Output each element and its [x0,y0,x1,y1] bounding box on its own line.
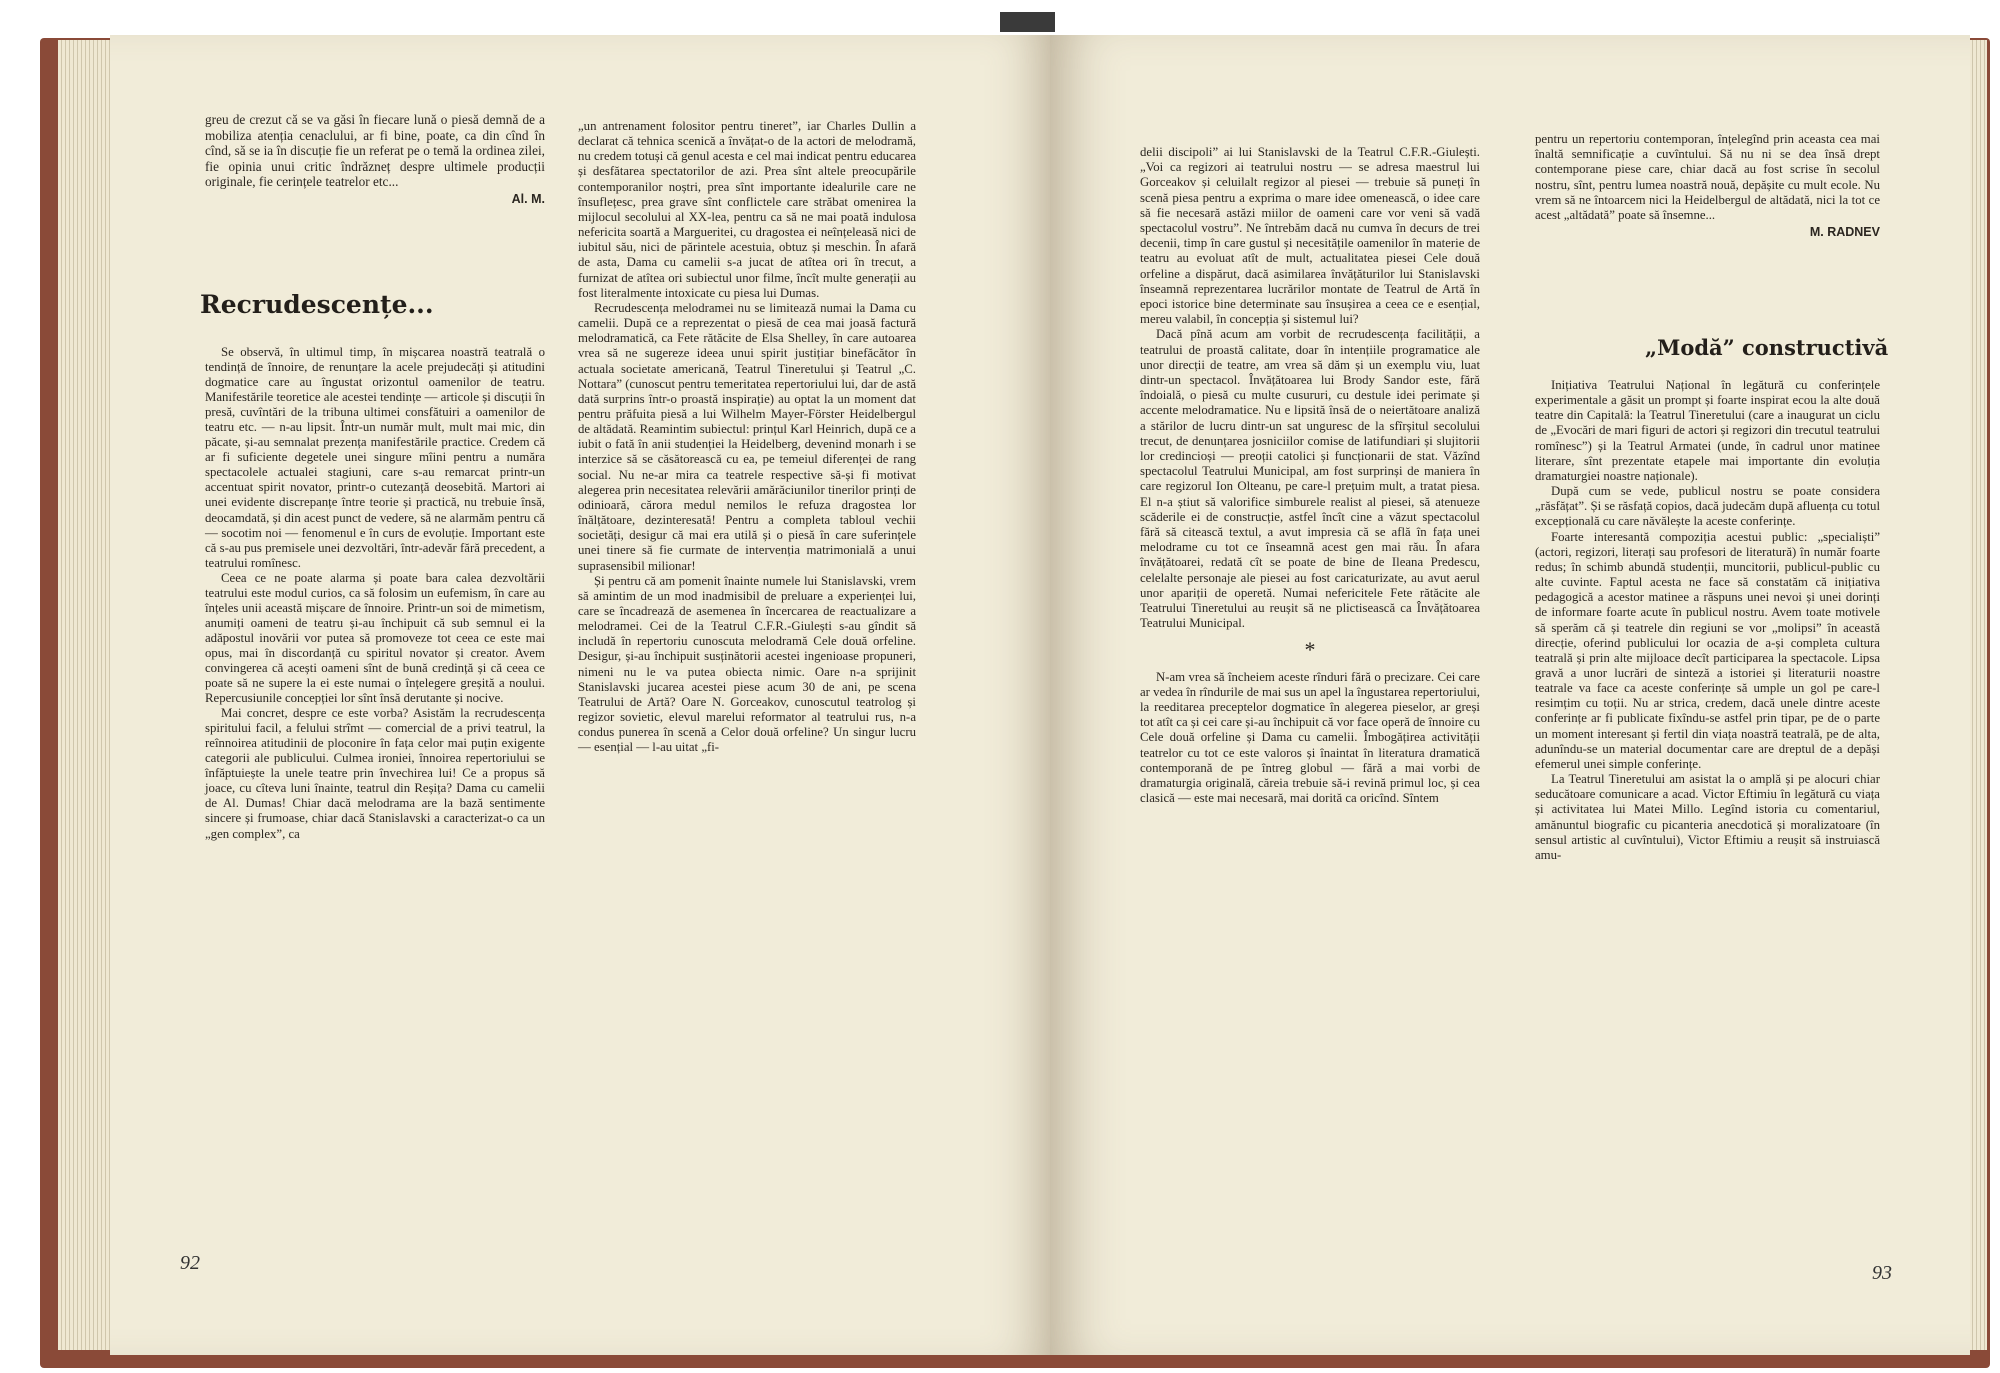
paragraph: Și pentru că am pomenit înainte numele lui Stanislavski, vrem să amintim de un mod inadmisibil de preluare a experienței lui, care se încadrează de asemenea în încercarea de reactualizare a melodramei. Cei de la Teatrul C.F.R.-Giulești s-au gîndit să includă în repertoriu cunoscuta melodramă Cele două orfeline. Desigur, și-au închipuit susținătorii acestei ingenioase propuneri, nimeni nu le va putea obiecta nimic. Oare n-a sprijinit Stanislavski jucarea acestei piese acum 30 de ani, pe scena Teatrului de Artă? Oare N. Gorceakov, cunoscutul teatrolog și regizor sovietic, elevul marelui reformator al teatrului rus, n-a condus punerea în scenă a Celor două orfeline? Un singur lucru — esențial — l-au uitat „fi- [578,573,916,755]
column-3 [1140,145,1480,806]
page-number-left: 92 [180,1252,200,1274]
paragraph: Se observă, în ultimul timp, în mișcarea noastră teatrală o tendință de înnoire, de renunțare la acele prejudecăți și atitudini dogmatice care au îngustat orizontul oamenilor de teatru. Manifestările teoretice ale acestei tendințe — articole și discuții în presă, cuvîntări de la tribuna ultimei consfătuiri a oamenilor de teatru etc. — n-au lipsit. Într-un număr mult, mult mai mic, din păcate, și-au semnalat prezența manifestările practice. Credem că ar fi suficiente degetele unei singure mîini pentru a număra spectacolele actualei stagiuni, care s-au remarcat printr-un accentuat spirit novator, printr-o cutezanță deosebită. Martori ai unei evidente discrepanțe între teorie și practică, nu trebuie însă, deocamdată, și din acest punct de vedere, să ne alarmăm pentru că — socotim noi — fenomenul e în curs de evoluție. Important este că s-au pus premisele unei dezvoltări, într-adevăr fără precedent, a teatrului romînesc. [205,345,545,570]
page-edges-left [58,40,113,1350]
signature: M. RADNEV [1809,225,1880,240]
paragraph: N-am vrea să încheiem aceste rînduri fără o precizare. Cei care ar vedea în rîndurile de mai sus un apel la îngustarea repertoriului, la reeditarea preceptelor dogmatice în alegerea pieselor, ar greși tot atît ca și cei care și-au închipuit că vor face operă de înnoire cu Cele două orfeline și Dama cu camelii. Îmbogățirea activității teatrelor cu tot ce este valoros și înaintat în literatura dramatică contemporană de pe întreg globul — fără a mai vorbi de dramaturgia originală, căreia trebuie să-i revină primul loc, și cea clasică — este mai necesară, mai dorită ca oricînd. Sîntem [1140,669,1480,806]
paragraph: Mai concret, despre ce este vorba? Asistăm la recrudescența spiritului facil, a felului strîmt — comercial de a privi teatrul, la reînnoirea atitudinii de ploconire în fața celor mai puțin exigente categorii ale publicului. Culmea ironiei, înnoirea repertoriului se înfăptuiește la unele teatre prin învechirea lui! Ce a propus să joace, cu cîteva luni înainte, teatrul din Reșița? Dama cu camelii de Al. Dumas! Chiar dacă melodrama are la bază sentimente sincere și frumoase, chiar dacă Stanislavski a caracterizat-o ca un „gen complex”, ca [205,706,545,841]
book-spine [1000,12,1055,32]
column-1-body [205,345,545,842]
paragraph: Inițiativa Teatrului Național în legătură cu conferințele experimentale a găsit un prompt și foarte inspirat ecou la alte două teatre din Capitală: la Teatrul Tineretului (care a inaugurat un ciclu de „Evocări de mari figuri de actori și regizori din trecutul teatrului romînesc”) și la Teatrul Armatei (unde, în cadrul unor matinee literare, sînt prezentate etapele mai importante din evoluția dramaturgiei noastre naționale). [1535,378,1880,483]
paragraph: După cum se vede, publicul nostru se poate considera „răsfățat”. Și se răsfață copios, dacă judecăm după afluența cu totul excepțională cu care năvălește la aceste conferințe. [1535,484,1880,529]
page-number-right: 93 [1872,1262,1892,1284]
article-title-recrudescente: Recrudescențe... [200,290,434,319]
paragraph: „un antrenament folositor pentru tineret”, iar Charles Dullin a declarat că tehnica scenică a învățat-o de la actori de melodramă, nu credem totuși că genul acesta e cel mai indicat pentru educarea și desfătarea spectatorilor de azi. Prea sînt altele preocupările contemporanilor noștri, prea sînt importante idealurile care ne însuflețesc, prea grave sînt conflictele care străbat omenirea la mijlocul secolului al XX-lea, pentru ca să ne mai poată indulosa nefericita soartă a Margueritei, cu dragostea ei neînțeleasă nici de iubitul său, nici de părintele acestuia, obtuz și meschin. În afară de asta, Dama cu camelii s-a jucat de atîtea ori în trecut, a furnizat de atîtea ori subiectul unor filme, încît multe generații au fost literalmente intoxicate cu piesa lui Dumas. [578,119,916,300]
paragraph: Dacă pînă acum am vorbit de recrudescența facilității, a teatrului de proastă calitate, doar în intențiile programatice ale unor direcții de teatre, am vrea să dăm și un exemplu viu, luat dintr-un spectacol. Învățătoarea lui Brody Sandor este, fără îndoială, o piesă cu multe cusururi, cu destule idei perimate și accente melodramatice. Nu e lipsită însă de o neiertătoare analiză a stărilor de lucru dintr-un sat unguresc de la sfîrșitul secolului trecut, de denunțarea josniciilor comise de latifundiari și slujitorii lor credincioși — preoții catolici și funcționarii de stat. Văzînd spectacolul Teatrului Municipal, am fost surprinși de maniera în care regizorul Ion Olteanu, pe care-l prețuim mult, a tratat piesa. El n-a știut să valorifice simburele realist al piesei, să atenueze scăderile ei de construcție, astfel încît cine a văzut spectacolul fără să citească textul, a avut impresia că se află în fața unei melodrame cu tot ce înseamnă acest gen mai rău. În afara învățătoarei, redată cît se poate de bine de Ileana Predescu, celelalte personaje ale piesei au fost caricaturizate, au avut aerul unor apariții de operetă. Numai nefericitele Fete rătăcite ale Teatrului Tineretului au reușit să ne plictisească ca Învățătoarea Teatrului Municipal. [1140,327,1480,631]
column-4-body [1535,378,1880,863]
paragraph: La Teatrul Tineretului am asistat la o amplă și pe alocuri chiar seducătoare comunicare a acad. Victor Eftimiu în legătură cu viața și activitatea lui Matei Millo. Legînd istoria cu comentariul, amănuntul biografic cu picanteria anecdotică și moralizatoare (în sensul artistic al cuvîntului), Victor Eftimiu a reușit să instruiască amu- [1535,772,1880,862]
intro-paragraph: greu de crezut că se va găsi în fiecare lună o piesă demnă de a mobiliza atenția cenaclului, ar fi bine, poate, ca din cînd în cînd, să se ia în discuție fie un referat pe o temă la ordinea zilei, fie opinia unui critic îndrăzneț despre ultimele producții originale, fie cerințele teatrelor etc... [205,112,545,190]
intro-signature: Al. M. [511,191,545,206]
section-separator: * [1304,636,1316,662]
paragraph: delii discipoli” ai lui Stanislavski de la Teatrul C.F.R.-Giulești. „Voi ca regizori ai teatrului nostru — se adresa maestrul lui Gorceakov și celuilalt regizor al piesei — trebuie să puneți în scenă piesa pentru a exprima o mare idee omenească, o idee care să fie necesară astăzi miilor de oameni care vor veni să vadă spectacolul vostru”. Ne întrebăm dacă nu cumva în decurs de trei decenii, timp în care gustul și necesitățile oamenilor în materie de teatru au evoluat atît de mult, actualitatea piesei Cele două orfeline a dispărut, dacă asimilarea învățăturilor lui Stanislavski înseamnă reprezentarea lucrărilor montate de Teatrul de Artă în epoci istorice bine determinate sau însușirea a ceea ce e esențial, mereu valabil, în concepția și sistemul lui? [1140,145,1480,327]
column-2 [578,119,916,756]
paragraph: Recrudescența melodramei nu se limitează numai la Dama cu camelii. După ce a reprezentat o piesă de cea mai joasă factură melodramatică, ca Fete rătăcite de Elsa Shelley, în care autoarea vrea să ne sugereze ideea unui spirit justițiar binefăcător în actuala societate americană, Teatrul Tineretului și Teatrul „C. Nottara” (cunoscut pentru temeritatea repertoriului lui, dar de astă dată surprins într-o proastă inspirație) au optat la un moment dat pentru prăfuita piesă a lui Wilhelm Mayer-Förster Heidelbergul de altădată. Reamintim subiectul: prințul Karl Heinrich, după ce a iubit o fată în anii studenției la Heidelberg, devenind monarh i se interzice să se căsătorească cu ea, pe temeiul diferenței de rang social. Nu ne-ar mira ca teatrele respective să-și fi motivat alegerea prin necesitatea relevării amărăciunilor tinerilor prinți de odinioară, cărora medul nemilos le refuza dragostea lor înălțătoare, dezinteresată! Pentru a completa tabloul vechii societăți, desigur că mai era utilă și o piesă în care suferințele unei tinere să fie curmate de intervenția matrimonială a unui suprasensibil milionar! [578,300,916,573]
article-title-moda: „Modă” constructivă [1645,335,1889,360]
paragraph: Ceea ce ne poate alarma și poate bara calea dezvoltării teatrului este modul curios, ca să folosim un eufemism, în care au înțeles unii această mișcare de înnoire. Printr-un soi de mimetism, anumiți oameni de teatru și-au închipuit că sub semnul ei la adăpostul inovării vor putea să promoveze tot ceea ce este mai opus, mai în discordanță cu spiritul novator și creator. Avem convingerea că acești oameni sînt de bună credință și că ceea ce poate să ne supere la ei este numai o înțelegere greșită a noului. Repercusiunile concepției lor sînt însă derutante și nocive. [205,570,545,706]
column-4 [1535,132,1880,240]
paragraph: pentru un repertoriu contemporan, înțelegînd prin aceasta cea mai înaltă semnificație a cuvîntului. Să nu ni se dea însă drept contemporane piese care, chiar dacă au fost scrise în secolul nostru, sînt, pentru lumea noastră nouă, depășite cu mult ecole. Nu vrem să ne întoarcem nici la Heidelbergul de altădată, nici la tot ce acest „altădată” poate să însemne... [1535,132,1880,223]
paragraph: Foarte interesantă compoziția acestui public: „specialiști” (actori, regizori, literați sau profesori de literatură) în număr foarte redus; în schimb abundă studenții, muncitorii, publicul-public cu alte cuvinte. Faptul acesta ne face să constatăm că inițiativa pedagogică a acestor matinee a răspuns unei nevoi și unei dorinți de informare foarte acute în publicul nostru. Avem toate motivele să sperăm că și teatrele din regiuni se vor „molipsi” în această direcție, oferind publicului lor ocazia de a-și completa cultura teatrală și prin alte mijloace decît participarea la spectacole. Lipsa gravă a unor lucrări de sinteză a istoriei și literaturii noastre teatrale va face ca aceste conferințe să umple un gol pe care-l resimțim cu toții. Nu ar strica, credem, dacă unele dintre aceste conferințe ar fi publicate fixîndu-se astfel prin tipar, pe de o parte un moment interesant și fertil din viața noastră teatrală, pe de alta, adunîndu-se un material documentar care are dreptul de a depăși efemerul unei simple conferințe. [1535,529,1880,771]
column-1 [205,112,545,208]
